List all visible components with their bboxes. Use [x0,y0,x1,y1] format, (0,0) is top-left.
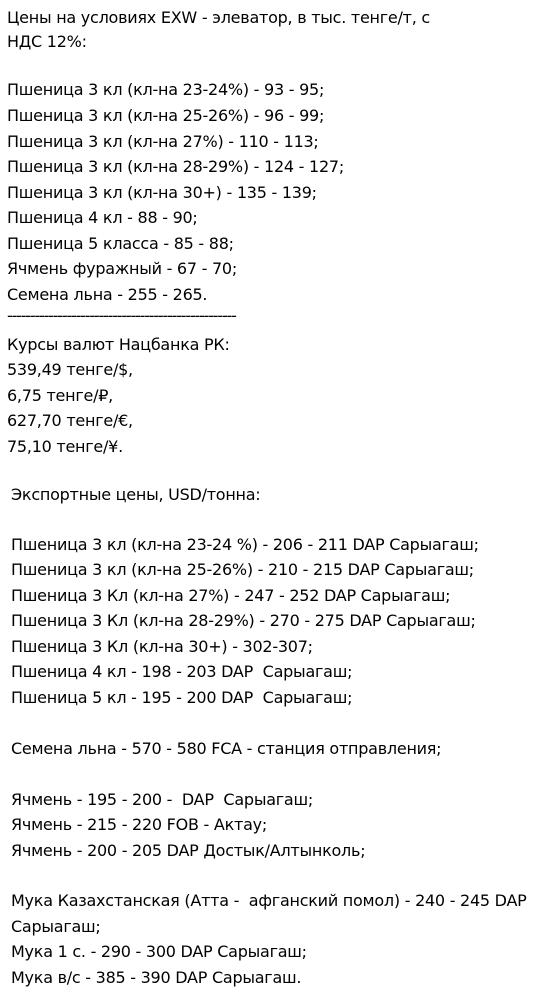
domestic-price-line: Пшеница 4 кл - 88 - 90; [7,208,198,227]
export-flour-line: Мука в/с - 385 - 390 DAP Сарыагаш. [11,968,302,987]
domestic-price-line: Пшеница 3 кл (кл-на 30+) - 135 - 139; [7,183,317,202]
domestic-price-line: Пшеница 5 класса - 85 - 88; [7,234,234,253]
export-flax-line: Семена льна - 570 - 580 FCA - станция отправления; [11,739,442,758]
export-wheat-line: Пшеница 3 Кл (кл-на 30+) - 302-307; [11,637,313,656]
domestic-header-line: Цены на условиях EXW - элеватор, в тыс. тенге/т, с [7,8,430,27]
domestic-price-line: Пшеница 3 кл (кл-на 27%) - 110 - 113; [7,132,319,151]
export-wheat-line: Пшеница 3 Кл (кл-на 28-29%) - 270 - 275 DAP Сарыагаш; [11,611,476,630]
domestic-price-line: Семена льна - 255 - 265. [7,285,208,304]
domestic-price-line: Пшеница 3 кл (кл-на 28-29%) - 124 - 127; [7,157,344,176]
export-flour-line: Мука Казахстанская (Атта - афганский помол) - 240 - 245 DAP [11,891,527,910]
domestic-price-line: Пшеница 3 кл (кл-на 25-26%) - 96 - 99; [7,106,325,125]
export-wheat-line: Пшеница 3 кл (кл-на 25-26%) - 210 - 215 DAP Сарыагаш; [11,560,474,579]
rate-line: 627,70 тенге/€, [7,411,133,430]
export-barley-line: Ячмень - 200 - 205 DAP Достык/Алтынколь; [11,841,366,860]
domestic-header-line: НДС 12%: [7,32,87,51]
rates-title: Курсы валют Нацбанка РК: [7,335,230,354]
export-wheat-line: Пшеница 3 Кл (кл-на 27%) - 247 - 252 DAP Сарыагаш; [11,586,451,605]
export-flour-line: Сарыагаш; [11,917,101,936]
export-wheat-line: Пшеница 4 кл - 198 - 203 DAP Сарыагаш; [11,662,353,681]
export-wheat-line: Пшеница 5 кл - 195 - 200 DAP Сарыагаш; [11,688,353,707]
export-flour-line: Мука 1 с. - 290 - 300 DAP Сарыагаш; [11,942,307,961]
export-barley-line: Ячмень - 215 - 220 FOB - Актау; [11,815,267,834]
export-title: Экспортные цены, USD/тонна: [11,485,261,504]
domestic-price-line: Пшеница 3 кл (кл-на 23-24%) - 93 - 95; [7,80,325,99]
domestic-price-line: Ячмень фуражный - 67 - 70; [7,259,237,278]
export-barley-line: Ячмень - 195 - 200 - DAP Сарыагаш; [11,790,313,809]
section-separator: -------------------------------------------------- [7,306,236,325]
rate-line: 539,49 тенге/$, [7,360,133,379]
export-wheat-line: Пшеница 3 кл (кл-на 23-24 %) - 206 - 211 DAP Сарыагаш; [11,535,479,554]
rate-line: 75,10 тенге/¥. [7,437,123,456]
rate-line: 6,75 тенге/₽, [7,386,113,405]
